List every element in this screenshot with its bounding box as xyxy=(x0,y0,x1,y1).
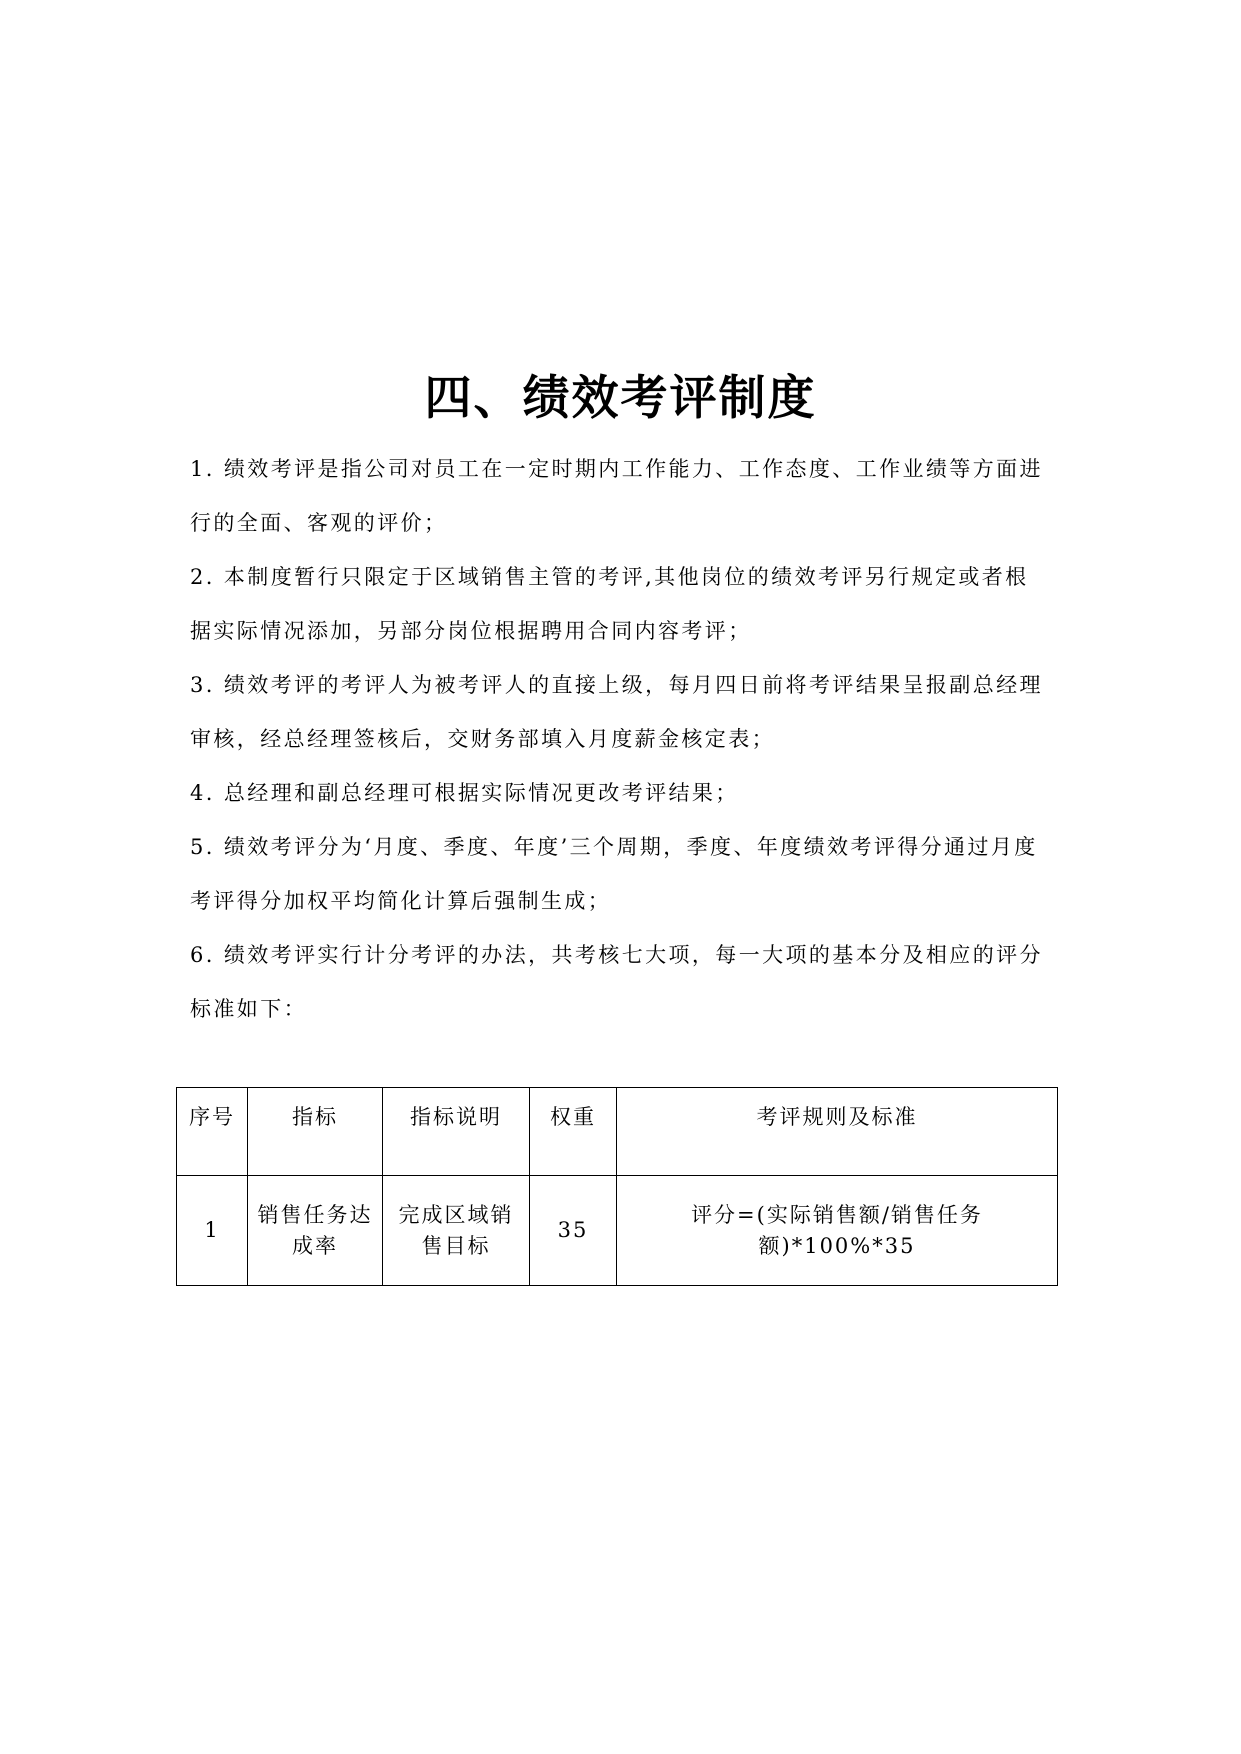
cell-rule xyxy=(617,1176,1058,1286)
table-row xyxy=(177,1176,1058,1286)
rule-formula: 评分=(实际销售额/销售任务额)*100%*35 xyxy=(691,1202,983,1258)
cell-indicator-description: 完成区域销售目标 xyxy=(383,1176,530,1286)
page-title: 四、绩效考评制度 xyxy=(424,371,817,426)
paragraph-1: 1. 绩效考评是指公司对员工在一定时期内工作能力、工作态度、工作业绩等方面进行的全面、客观的评价； xyxy=(190,457,1043,535)
header-weight: 权重 xyxy=(530,1088,617,1176)
header-serial-number: 序号 xyxy=(177,1088,248,1176)
header-indicator-description: 指标说明 xyxy=(383,1088,530,1176)
header-rules-and-standards: 考评规则及标准 xyxy=(617,1088,1058,1176)
cell-serial-number: 1 xyxy=(177,1176,248,1286)
header-indicator: 指标 xyxy=(248,1088,383,1176)
paragraph-6: 6. 绩效考评实行计分考评的办法，共考核七大项，每一大项的基本分及相应的评分标准如下： xyxy=(190,943,1043,1021)
paragraph-4: 4. 总经理和副总经理可根据实际情况更改考评结果； xyxy=(190,781,739,805)
cell-indicator: 销售任务达成率 xyxy=(248,1176,383,1286)
document-body xyxy=(190,442,1050,1036)
paragraph-5: 5. 绩效考评分为‘月度、季度、年度’三个周期，季度、年度绩效考评得分通过月度考评得分加权平均简化计算后强制生成； xyxy=(190,835,1038,913)
evaluation-table xyxy=(176,1087,1058,1286)
table-header-row xyxy=(177,1088,1058,1176)
paragraph-2: 2. 本制度暂行只限定于区域销售主管的考评,其他岗位的绩效考评另行规定或者根据实际情况添加，另部分岗位根据聘用合同内容考评； xyxy=(190,565,1029,643)
paragraph-3: 3. 绩效考评的考评人为被考评人的直接上级，每月四日前将考评结果呈报副总经理审核，经总经理签核后，交财务部填入月度薪金核定表； xyxy=(190,673,1043,751)
cell-weight: 35 xyxy=(530,1176,617,1286)
